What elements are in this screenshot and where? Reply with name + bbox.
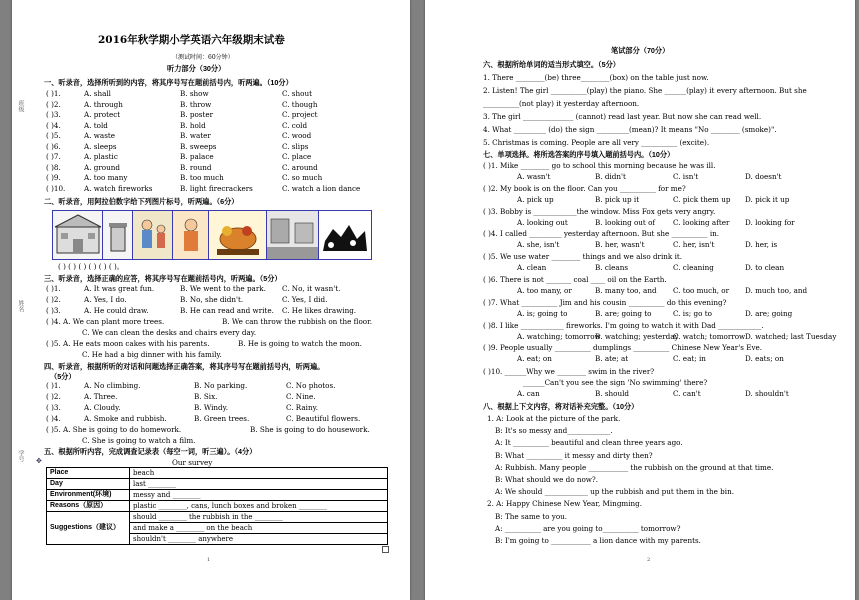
section-6-q2-line2: __________(not play) it yesterday afternoon.: [483, 99, 640, 108]
margin-label-number: 学号: [17, 450, 24, 462]
question-number[interactable]: ( )2.: [46, 99, 61, 109]
table-row: [47, 512, 388, 523]
exam-page-2: [425, 0, 855, 600]
question-number[interactable]: ( )4.: [46, 414, 61, 423]
picture-5-thanksgiving: [208, 210, 268, 260]
dialogue-line[interactable]: B: I'm going to ___________ a lion dance with my parents.: [495, 536, 701, 545]
dialogue-line[interactable]: A: __________ are you going to__________ tomorrow?: [495, 523, 681, 533]
question-number[interactable]: ( )10.: [46, 183, 66, 193]
option-a: A. He could draw.: [84, 306, 149, 315]
survey-env-header: Environment(环境): [47, 490, 130, 501]
option-c: C. pick them up: [673, 194, 731, 204]
option-b: B. show: [180, 89, 209, 98]
table-resize-handle[interactable]: [382, 546, 389, 553]
table-row: [47, 479, 388, 490]
option-c: C. No photos.: [286, 381, 336, 390]
survey-table: [46, 467, 388, 545]
question-text[interactable]: ( )2. My book is on the floor. Can you __________ for me?: [483, 183, 686, 193]
option-a: A. too many: [84, 173, 128, 182]
section-2-answer-brackets: ( ) ( ) ( ) ( ) ( ) ( )。: [58, 262, 124, 271]
option-b: B. pick up it: [595, 194, 640, 204]
option-c: C. looking after: [673, 217, 730, 227]
section-3-title: 三、听录音，选择正确的应答，将其序号写在题前括号内，听两遍。（5分）: [44, 274, 282, 283]
page-number: 2: [647, 557, 651, 563]
section-7-title: 七、单项选择。将所选答案的序号填入题前括号内。（10分）: [483, 150, 675, 159]
survey-suggestion-2[interactable]: and make a ________ on the beach: [130, 523, 388, 534]
section-2-title: 二、听录音，用阿拉伯数字给下列图片标号，听两遍。（6分）: [44, 197, 239, 206]
option-c: C. place: [282, 152, 312, 161]
dialogue-line[interactable]: B: It's so messy and____________.: [495, 426, 613, 436]
survey-reasons-value[interactable]: plastic ________, cans, lunch boxes and broken ________: [130, 501, 388, 512]
question-number[interactable]: ( )6.: [46, 141, 61, 151]
question-text[interactable]: ( )4. I called _________ yesterday afternoon. But she __________ in.: [483, 229, 720, 239]
question-text[interactable]: ( )9. People usually __________ dumplings __________ Chinese New Year's Eve.: [483, 343, 763, 353]
option-a: A. pick up: [517, 194, 554, 204]
option-d: D. are; going: [745, 308, 793, 318]
option-c: C. cold: [282, 120, 308, 130]
option-a: A. shall: [84, 89, 111, 98]
option-c: C. her, isn't: [673, 240, 715, 250]
option-d: D. eats; on: [745, 354, 784, 364]
question-number[interactable]: ( )4.: [46, 120, 61, 130]
section-6-q2-line1: 2. Listen! The girl __________(play) the piano. She ______(play) it every afternoon. But she: [483, 86, 807, 95]
section-4-q5-b: B. She is going to do housework.: [250, 425, 370, 434]
option-a: A. is; going to: [517, 308, 568, 318]
question-number[interactable]: ( )5.: [46, 131, 61, 140]
section-7-q10-line1: ( )10. ______Why we ________ swim in the river?: [483, 367, 655, 376]
option-c: C. too much, or: [673, 286, 730, 295]
question-number[interactable]: ( )3.: [46, 403, 61, 412]
question-number[interactable]: ( )7.: [46, 152, 61, 161]
survey-caption: Our survey: [172, 458, 213, 467]
option-c: C. project: [282, 110, 318, 119]
option-d: D. much too, and: [745, 286, 808, 295]
option-a: A. No climbing.: [84, 381, 141, 390]
option-b: B. No parking.: [194, 381, 248, 390]
option-a: A. Yes, I do.: [84, 295, 127, 304]
option-b: B. palace: [180, 152, 214, 161]
option-b: B. Windy.: [194, 403, 229, 412]
section-3-q4-a: ( )4. A. We can plant more trees.: [46, 317, 165, 326]
question-number[interactable]: ( )3.: [46, 306, 61, 315]
question-number[interactable]: ( )2.: [46, 392, 61, 401]
section-7-q10-line2: ______Can't you see the sign 'No swimming' there?: [523, 378, 708, 387]
option-a: A. eat; on: [517, 354, 552, 364]
section-3-q5-b: B. He is going to watch the moon.: [238, 339, 362, 348]
picture-6-street: [266, 210, 320, 260]
option-c: C. watch; tomorrow: [673, 331, 746, 341]
section-3-q5-c: C. He had a big dinner with his family.: [82, 350, 222, 359]
section-6-title: 六、根据所给单词的适当形式填空。（5分）: [483, 60, 620, 69]
question-text[interactable]: ( )6. There is not _______ coal ____ oil on the Earth.: [483, 275, 667, 284]
listening-header: 听力部分（30分）: [167, 64, 226, 73]
section-7-q10-option-c: C. can't: [673, 389, 701, 398]
option-a: A. plastic: [84, 152, 118, 161]
survey-suggestion-3[interactable]: shouldn't ________ anywhere: [130, 534, 388, 545]
survey-place-header: Place: [47, 468, 130, 479]
section-7-q10-option-a: A. can: [517, 389, 540, 398]
question-number[interactable]: ( )2.: [46, 295, 61, 304]
option-b: B. too much: [180, 173, 224, 182]
option-b: B. Six.: [194, 392, 218, 401]
section-4-q5-a: ( )5. A. She is going to do homework.: [46, 425, 182, 434]
option-c: C. around: [282, 162, 318, 172]
margin-label-class: 班级: [17, 100, 24, 112]
option-c: C. Beautiful flowers.: [286, 414, 361, 423]
option-a: A. waste: [84, 131, 116, 140]
option-c: C. is; go to: [673, 308, 712, 318]
dialogue-line[interactable]: 1. A: Look at the picture of the park.: [487, 414, 621, 423]
option-a: A. It was great fun.: [84, 284, 155, 293]
dialogue-line[interactable]: B: What __________ it messy and dirty then?: [495, 450, 653, 460]
option-c: C. Nine.: [286, 392, 316, 401]
option-b: B. watching; yesterday: [595, 331, 679, 341]
picture-2-bin: [102, 210, 134, 260]
question-text[interactable]: ( )8. I like ____________ fireworks. I'm going to watch it with Dad ____________.: [483, 320, 764, 330]
question-text[interactable]: ( )3. Bobby is ____________the window. Miss Fox gets very angry.: [483, 206, 716, 216]
option-a: A. ground: [84, 162, 120, 172]
question-number[interactable]: ( )1.: [46, 89, 61, 98]
question-text[interactable]: ( )5. We use water ________ things and we also drink it.: [483, 252, 683, 262]
option-b: B. her, wasn't: [595, 240, 645, 250]
option-b: B. didn't: [595, 172, 626, 181]
option-c: C. eat; in: [673, 354, 706, 364]
option-c: C. so much: [282, 173, 323, 182]
option-d: D. to clean: [745, 263, 785, 273]
section-4-title: 四、听录音，根据所听的对话和问题选择正确答案，将其序号写在题前括号内，听两遍。: [44, 362, 325, 371]
option-c: C. slips: [282, 141, 309, 151]
section-7-q10-option-d: D. shouldn't: [745, 389, 789, 398]
table-row: [47, 468, 388, 479]
option-b: B. hold: [180, 120, 206, 130]
question-text[interactable]: ( )7. What __________ Jim and his cousin __________ do this evening?: [483, 297, 727, 307]
section-4-q5-c: C. She is going to watch a film.: [82, 436, 196, 445]
option-b: B. throw: [180, 99, 212, 109]
option-a: A. she, isn't: [517, 240, 560, 250]
dialogue-line[interactable]: B: What should we do now?.: [495, 475, 599, 484]
exam-page-1: [12, 0, 410, 600]
picture-4-person: [172, 210, 210, 260]
option-b: B. are; going to: [595, 308, 652, 318]
option-b: B. sweeps: [180, 141, 217, 151]
option-a: A. sleeps: [84, 141, 117, 151]
option-c: C. cleaning: [673, 263, 714, 273]
option-d: D. watched; last Tuesday: [745, 331, 837, 341]
option-a: A. told: [84, 120, 108, 130]
option-a: A. Three.: [84, 392, 118, 401]
question-number[interactable]: ( )8.: [46, 162, 61, 172]
option-c: C. isn't: [673, 172, 699, 181]
option-b: B. round: [180, 162, 212, 172]
section-6-q3: 3. The girl ______________ (cannot) read last year. But now she can read well.: [483, 112, 762, 121]
option-c: C. He likes drawing.: [282, 306, 357, 315]
section-3-q4-c: C. We can clean the desks and chairs every day.: [82, 328, 257, 337]
time-note: （测试时间：60分钟）: [172, 54, 234, 61]
section-6-q4: 4. What _________ (do) the sign _________(mean)? It means "No ________ (smoke)".: [483, 125, 777, 134]
picture-7-rubbish: [318, 210, 372, 260]
section-3-q5-a: ( )5. A. He eats moon cakes with his parents.: [46, 339, 210, 348]
survey-reasons-header: Reasons（原因）: [47, 501, 130, 512]
option-c: C. wood: [282, 131, 312, 140]
option-b: B. cleans: [595, 263, 629, 273]
option-a: A. through: [84, 99, 123, 109]
option-b: B. Green trees.: [194, 414, 250, 423]
dialogue-line[interactable]: A: We should ____________ up the rubbish and put them in the bin.: [495, 487, 734, 497]
dialogue-line[interactable]: A: It __________ beautiful and clean three years ago.: [495, 438, 683, 448]
table-move-handle-icon[interactable]: ✥: [36, 457, 42, 465]
section-6-q5: 5. Christmas is coming. People are all very __________ (excite).: [483, 138, 710, 147]
option-c: C. shout: [282, 89, 312, 98]
option-a: A. wasn't: [517, 172, 551, 181]
written-header: 笔试部分（70分）: [611, 46, 670, 55]
option-b: B. looking out of: [595, 217, 656, 227]
option-a: A. looking out: [517, 217, 568, 227]
option-b: B. No, she didn't.: [180, 295, 244, 304]
option-a: A. protect: [84, 110, 121, 119]
dialogue-line[interactable]: B: The same to you.: [495, 511, 568, 521]
dialogue-line[interactable]: A: Rubbish. Many people ___________ the rubbish on the ground at that time.: [495, 462, 774, 472]
picture-1-building: [52, 210, 104, 260]
question-number[interactable]: ( )1.: [46, 381, 61, 390]
survey-day-header: Day: [47, 479, 130, 490]
option-b: B. We went to the park.: [180, 284, 266, 293]
option-d: D. doesn't: [745, 172, 782, 181]
section-3-q4-b: B. We can throw the rubbish on the floor.: [222, 317, 373, 326]
option-a: A. Smoke and rubbish.: [84, 414, 167, 423]
section-6-q1: 1. There ________(be) three________(box) on the table just now.: [483, 73, 709, 82]
survey-day-value[interactable]: last ________: [130, 479, 388, 490]
section-4-title-score: （5分）: [50, 372, 76, 381]
section-7-q10-option-b: B. should: [595, 389, 630, 398]
survey-env-value[interactable]: messy and ________: [130, 490, 388, 501]
option-c: C. Yes, I did.: [282, 295, 328, 304]
option-d: D. pick it up: [745, 194, 790, 204]
survey-suggestions-header: Suggestions（建议）: [47, 512, 130, 545]
option-b: B. many too, and: [595, 286, 657, 295]
option-a: A. Cloudy.: [84, 403, 121, 412]
page-number: 1: [207, 557, 211, 563]
option-c: C. No, it wasn't.: [282, 284, 341, 293]
option-d: D. looking for: [745, 217, 795, 227]
table-row: [47, 490, 388, 501]
page-title: 2016年秋学期小学英语六年级期末试卷: [98, 34, 285, 46]
option-a: A. watching; tomorrow: [517, 331, 601, 341]
option-a: A. too many, or: [517, 286, 572, 295]
dialogue-line[interactable]: 2. A: Happy Chinese New Year, Mingming.: [487, 499, 643, 509]
option-b: B. poster: [180, 110, 214, 119]
question-number[interactable]: ( )3.: [46, 110, 61, 119]
option-b: B. water: [180, 131, 211, 140]
question-number[interactable]: ( )1.: [46, 284, 61, 293]
picture-3-people: [132, 210, 174, 260]
option-c: C. though: [282, 99, 318, 109]
option-c: C. watch a lion dance: [282, 183, 361, 193]
survey-place-value[interactable]: beach: [130, 468, 388, 479]
section-1-title: 一、听录音，选择所听到的内容，将其序号写在题前括号内，听两遍。（10分）: [44, 78, 293, 87]
option-c: C. Rainy.: [286, 403, 318, 412]
option-a: A. clean: [517, 263, 547, 273]
option-d: D. her, is: [745, 240, 778, 250]
survey-suggestion-1[interactable]: should ________ the rubbish in the ________: [130, 512, 388, 523]
question-number[interactable]: ( )9.: [46, 173, 61, 182]
option-a: A. watch fireworks: [84, 183, 153, 193]
option-b: B. He can read and write.: [180, 306, 274, 315]
section-5-title: 五、根据所听内容，完成调查记录表（每空一词，听三遍）。（4分）: [44, 447, 257, 456]
option-b: B. light firecrackers: [180, 183, 253, 193]
section-8-title: 八、根据上下文内容，将对话补充完整。（10分）: [483, 402, 639, 411]
question-text[interactable]: ( )1. Mike ________ go to school this morning because he was ill.: [483, 161, 716, 170]
margin-label-name: 姓名: [17, 300, 24, 312]
table-row: [47, 501, 388, 512]
option-b: B. ate; at: [595, 354, 629, 364]
